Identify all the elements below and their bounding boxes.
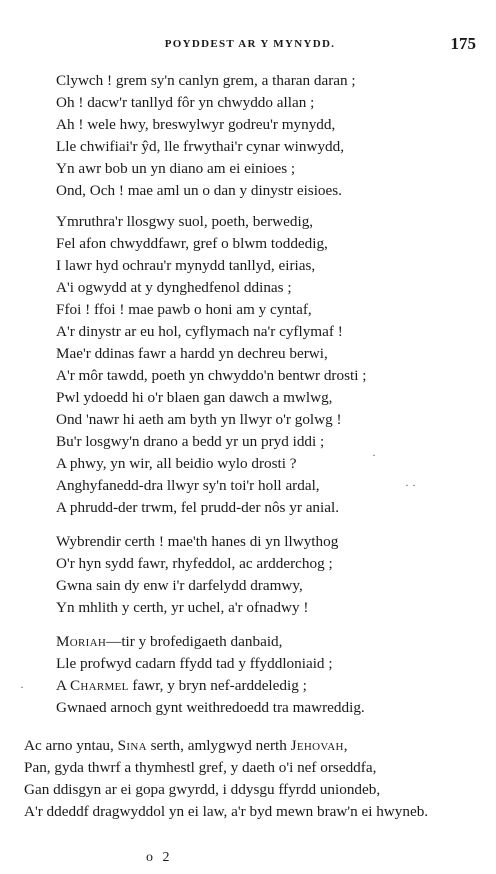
poem-line: A'r ddeddf dragwyddol yn ei law, a'r byd mewn braw'n ei hwyneb.	[24, 803, 429, 820]
poem-line: Gan ddisgyn ar ei gopa gwyrdd, i ddysgu ffyrdd uniondeb,	[24, 781, 381, 798]
page-number: 175	[450, 34, 476, 53]
poem-line: Yn mhlith y certh, yr uchel, a'r ofnadwy !	[56, 599, 309, 616]
poem-line: Moriah—tir y brofedigaeth danbaid,	[56, 633, 283, 650]
printer-signature: o 2	[146, 850, 173, 865]
poem-line: A Charmel fawr, y bryn nef-arddeledig ;	[56, 677, 307, 694]
poem-line: A phwy, yn wir, all beidio wylo drosti ?	[56, 455, 297, 472]
poem-line: Fel afon chwyddfawr, gref o blwm toddedig,	[56, 235, 328, 252]
poem-line: Lle profwyd cadarn ffydd tad y ffyddloniaid ;	[56, 655, 333, 672]
poem-line: O'r hyn sydd fawr, rhyfeddol, ac ardderchog ;	[56, 555, 333, 572]
poem-line: Wybrendir certh ! mae'th hanes di yn llwythog	[56, 533, 339, 550]
poem-line: Pan, gyda thwrf a thymhestl gref, y daeth o'i nef orseddfa,	[24, 759, 377, 776]
poem-line: I lawr hyd ochrau'r mynydd tanllyd, eirias,	[56, 257, 316, 274]
poem-line: Clywch ! grem sy'n canlyn grem, a tharan daran ;	[56, 72, 356, 89]
poem-line: A phrudd-der trwm, fel prudd-der nôs yr anial.	[56, 499, 339, 516]
poem-line: Bu'r losgwy'n drano a bedd yr un pryd iddi ;	[56, 433, 325, 450]
poem-line: Lle chwifiai'r ŷd, lle frwythai'r cynar winwydd,	[56, 138, 345, 155]
poem-line: Mae'r ddinas fawr a hardd yn dechreu berwi,	[56, 345, 328, 362]
poem-line: A'i ogwydd at y dynghedfenol ddinas ;	[56, 279, 292, 296]
poem-line: Pwl ydoedd hi o'r blaen gan dawch a mwlwg,	[56, 389, 333, 406]
divine-name: Jehovah	[290, 737, 344, 754]
poem-line: A'r dinystr ar eu hol, cyflymach na'r cyflymaf !	[56, 323, 343, 340]
print-speck: · ·	[405, 478, 416, 492]
poem-line: A'r môr tawdd, poeth yn chwyddo'n bentwr drosti ;	[56, 367, 367, 384]
poem-line: Gwnaed arnoch gynt weithredoedd tra mawreddig.	[56, 699, 365, 716]
poem-line: Ymruthra'r llosgwy suol, poeth, berwedig,	[56, 213, 314, 230]
poem-line: Ah ! wele hwy, breswylwyr godreu'r mynydd,	[56, 116, 336, 133]
poem-line: Yn awr bob un yn diano am ei einioes ;	[56, 160, 296, 177]
poem-line: Ond, Och ! mae aml un o dan y dinystr eisioes.	[56, 182, 342, 199]
place-name: Moriah	[56, 633, 107, 650]
place-name: Charmel	[69, 677, 129, 694]
place-name: Sina	[117, 737, 147, 754]
poem-line: Oh ! dacw'r tanllyd fôr yn chwyddo allan ;	[56, 94, 315, 111]
page-header	[24, 34, 476, 56]
poem-line: Anghyfanedd-dra llwyr sy'n toi'r holl ardal,	[56, 477, 320, 494]
poem-line: Ond 'nawr hi aeth am byth yn llwyr o'r golwg !	[56, 411, 342, 428]
print-speck: ·	[372, 448, 376, 462]
poem-line: Ac arno yntau, Sina serth, amlygwyd nerth Jehovah,	[24, 737, 348, 754]
poem-line: Gwna sain dy enw i'r darfelydd dramwy,	[56, 577, 303, 594]
poem-line: Ffoi ! ffoi ! mae pawb o honi am y cyntaf,	[56, 301, 312, 318]
running-title: POYDDEST AR Y MYNYDD.	[164, 38, 336, 50]
print-speck: ·	[20, 680, 24, 694]
